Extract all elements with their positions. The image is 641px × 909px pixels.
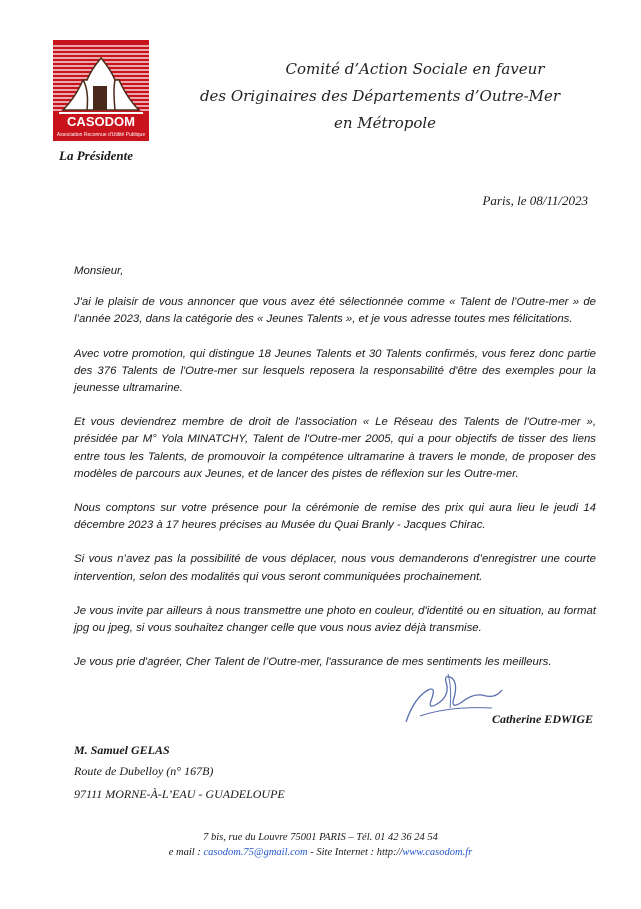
- paragraph: Et vous deviendrez membre de droit de l'association « Le Réseau des Talents de l'Outre-mer », présidée par M° Yola MINATCHY, Talent de l'Outre-mer 2005, qui a pour objectifs de tisser des liens entre tous les Talents, de promouvoir la compétence ultramarine à travers le monde, de proposer des modèles de parcours aux Jeunes, et de lancer des pistes de réflexion sur les Outre-mer.: [74, 416, 596, 480]
- title-line-3: en Métropole: [333, 114, 437, 132]
- logo-name: CASODOM: [67, 114, 135, 129]
- logo-subtitle: Association Reconnue d'Utilité Publique: [56, 132, 146, 138]
- title-line-2: des Originaires des Départements d’Outre-Mer: [199, 87, 561, 105]
- signer-name: Catherine EDWIGE: [491, 712, 593, 726]
- website-link[interactable]: www.casodom.fr: [402, 847, 473, 858]
- organization-title: [170, 56, 590, 137]
- footer-contact: [0, 845, 641, 860]
- email-link[interactable]: casodom.75@gmail.com: [203, 847, 308, 858]
- recipient-name: M. Samuel GELAS: [74, 743, 170, 757]
- recipient-address-2: 97111 MORNE-À-L’EAU - GUADELOUPE: [74, 787, 285, 801]
- salutation: Monsieur,: [74, 265, 124, 277]
- letter-body: [74, 263, 596, 688]
- paragraph: Je vous invite par ailleurs à nous transmettre une photo en couleur, d'identité ou en situation, au format jpg ou jpeg, si vous souhaitez changer celle que vous nous aviez déjà transmise.: [74, 604, 596, 635]
- paragraph: Avec votre promotion, qui distingue 18 Jeunes Talents et 30 Talents confirmés, vous ferez donc partie des 376 Talents de l'Outre-mer sur lesquels reposera la responsabilité d'être des exemples pour la jeunesse ultramarine.: [74, 347, 596, 395]
- closing-paragraph: Je vous prie d'agréer, Cher Talent de l’Outre-mer, l'assurance de mes sentiments les meilleurs.: [74, 656, 552, 669]
- title-line-1: Comité d’Action Sociale en faveur: [285, 60, 545, 78]
- footer-address: 7 bis, rue du Louvre 75001 PARIS – Tél. 01 42 36 24 54: [203, 832, 438, 843]
- paragraph: Nous comptons sur votre présence pour la cérémonie de remise des prix qui aura lieu le jeudi 14 décembre 2023 à 17 heures précises au Musée du Quai Branly - Jacques Chirac.: [74, 502, 596, 532]
- casodom-logo: [53, 40, 149, 141]
- date-line: Paris, le 08/11/2023: [482, 193, 588, 208]
- footer: [0, 830, 641, 860]
- president-label: La Présidente: [59, 148, 134, 163]
- email-label: e mail :: [168, 847, 204, 858]
- recipient-address-1: Route de Dubelloy (n° 167B): [74, 764, 214, 778]
- paragraph: Si vous n’avez pas la possibilité de vous déplacer, nous vous demanderons d’enregistrer une courte intervention, selon des modalités qui vous seront communiquées prochainement.: [74, 553, 596, 583]
- site-label: - Site Internet : http://: [307, 847, 403, 858]
- paragraph: J'ai le plaisir de vous annoncer que vous avez été sélectionnée comme « Talent de l’Outre-mer » de l’année 2023, dans la catégorie des « Jeunes Talents », et je vous adresse toutes mes félicitations.: [74, 296, 596, 326]
- recipient-block: [74, 743, 285, 810]
